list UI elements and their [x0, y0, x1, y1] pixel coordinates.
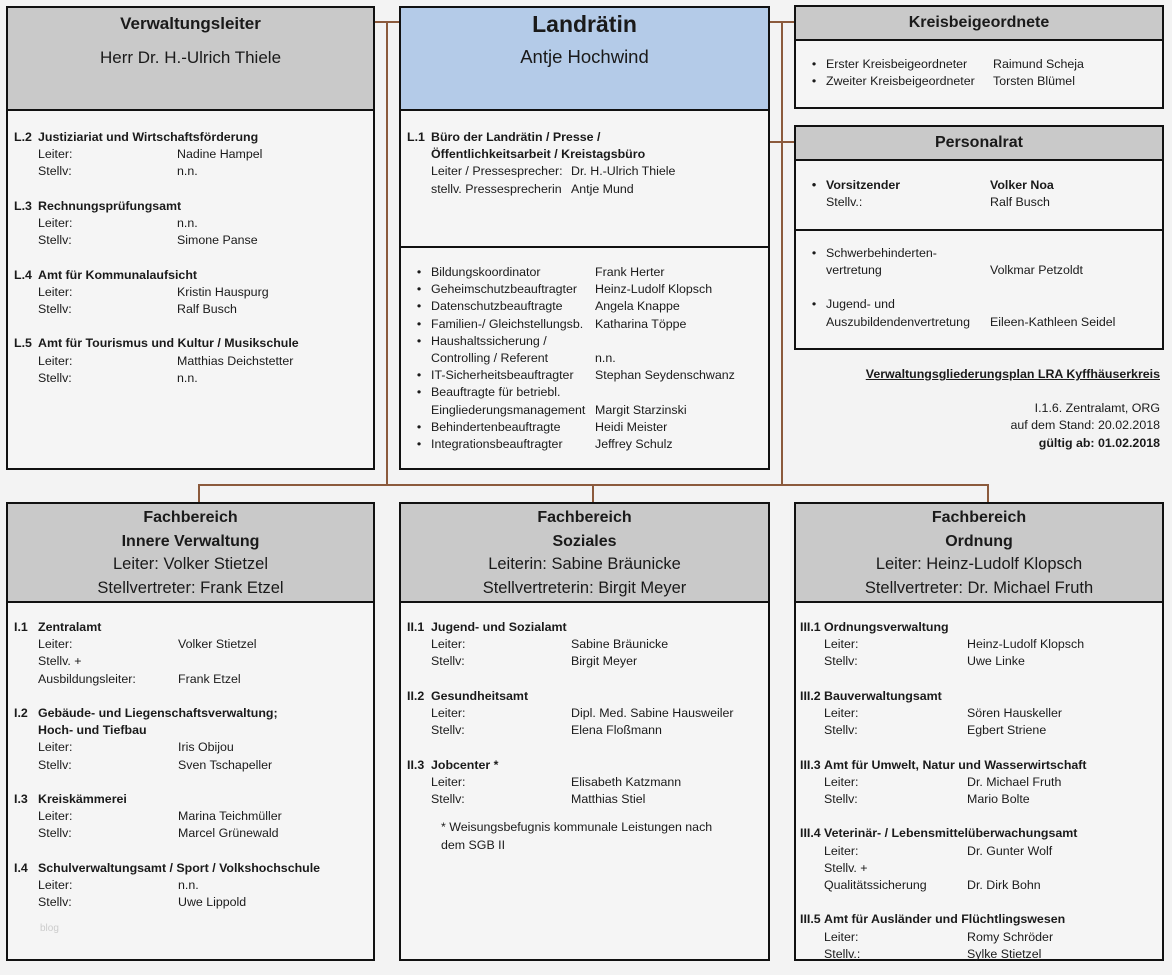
- row-value: Dr. Gunter Wolf: [967, 843, 1053, 858]
- section-row: [800, 843, 1162, 860]
- section-row: [14, 146, 373, 163]
- section: [800, 688, 1162, 740]
- row-label: Stellv.:: [824, 946, 861, 961]
- connector-line: [592, 484, 594, 503]
- section: [800, 911, 1162, 963]
- row-value: Dipl. Med. Sabine Hausweiler: [571, 706, 734, 720]
- section-code: II.3: [407, 757, 425, 772]
- section: [800, 825, 1162, 894]
- section-code: III.1: [800, 620, 821, 634]
- section-heading: [14, 335, 373, 352]
- list-item: [802, 56, 1162, 73]
- row-label: Leiter:: [38, 353, 73, 368]
- section: [14, 791, 373, 843]
- row-value: Dr. H.-Ulrich Thiele: [571, 164, 676, 179]
- connector-line: [781, 21, 783, 485]
- row-label: Leiter:: [824, 774, 859, 789]
- row-value: Sabine Bräunicke: [571, 637, 669, 652]
- row-label: Stellv:: [38, 164, 72, 179]
- personalrat-box: [794, 125, 1164, 350]
- fachbereich-stellvertreter: Stellvertreterin: Birgit Meyer: [482, 578, 687, 597]
- bullet-icon: •: [416, 265, 422, 279]
- section-heading: [407, 688, 768, 705]
- row-value: Uwe Lippold: [178, 895, 247, 910]
- list-item-label: Integrationsbeauftragter: [431, 437, 563, 452]
- row-value: Frank Etzel: [178, 671, 241, 686]
- list-item: [407, 333, 768, 367]
- fachbereich-sections: [401, 603, 768, 854]
- section: [14, 267, 373, 319]
- section-code: I.3: [14, 792, 28, 806]
- row-value: Iris Obijou: [178, 740, 234, 755]
- fachbereich-name: Ordnung: [945, 532, 1013, 550]
- section-row: [14, 353, 373, 370]
- row-label: Leiter:: [431, 637, 466, 652]
- fachbereich-stellvertreter: Stellvertreter: Dr. Michael Fruth: [864, 578, 1094, 597]
- section-row: [800, 860, 1162, 894]
- section: [14, 129, 373, 181]
- bullet-icon: •: [416, 333, 422, 348]
- row-value: Marina Teichmüller: [178, 809, 282, 824]
- section: [800, 619, 1162, 671]
- section-code: III.4: [800, 826, 821, 841]
- list-item: [407, 316, 768, 333]
- section-code: III.5: [800, 912, 821, 927]
- section-heading: [14, 791, 373, 808]
- list-item-value: Heinz-Ludolf Klopsch: [595, 282, 713, 297]
- section-row: [14, 215, 373, 232]
- section-row: [800, 929, 1162, 946]
- section-row: [800, 653, 1162, 670]
- section-heading: [14, 198, 373, 215]
- list-item: [407, 384, 768, 418]
- fachbereich-box: [399, 502, 770, 961]
- row-value: Sylke Stietzel: [967, 946, 1042, 961]
- section-code: I.1: [14, 620, 28, 634]
- row-label: Leiter:: [431, 706, 466, 720]
- row-label: Stellv:: [824, 792, 858, 806]
- row-value: Elena Floßmann: [571, 723, 662, 738]
- fachbereich-name: Soziales: [552, 532, 617, 550]
- section-code: I.4: [14, 860, 28, 875]
- section: [14, 198, 373, 250]
- valid-date: gültig ab: 01.02.2018: [1038, 435, 1160, 450]
- list-item-label: Erster Kreisbeigeordneter: [826, 57, 968, 71]
- section-code: L.5: [14, 336, 32, 351]
- section-code: L.1: [407, 130, 425, 144]
- list-item-value: Jeffrey Schulz: [595, 437, 673, 452]
- list-item-label: Jugend- und Auszubildendenvertretung: [826, 297, 970, 329]
- list-item-value: Volkmar Petzoldt: [990, 263, 1083, 278]
- section-row: [800, 705, 1162, 722]
- section-code: III.3: [800, 757, 821, 772]
- row-label: Stellv:: [38, 826, 72, 841]
- section-row: [14, 636, 373, 653]
- section-row: [407, 653, 768, 670]
- section-title: Amt für Ausländer und Flüchtlingswesen: [824, 912, 1066, 927]
- section-code: L.3: [14, 198, 32, 213]
- fachbereich-box: [794, 502, 1164, 961]
- list-item: [407, 367, 768, 384]
- bullet-icon: •: [811, 57, 817, 71]
- section-row: [14, 894, 373, 911]
- section-code: L.2: [14, 130, 32, 144]
- section: [14, 619, 373, 688]
- chair-name: Volker Noa: [990, 178, 1054, 192]
- section-title: Veterinär- / Lebensmittelüberwachungsamt: [824, 826, 1078, 841]
- bullet-icon: •: [416, 299, 422, 314]
- personalrat-list: [796, 231, 1162, 331]
- list-item-value: Heidi Meister: [595, 419, 668, 434]
- section-row: [14, 370, 373, 387]
- row-value: Elisabeth Katzmann: [571, 774, 682, 789]
- section-heading: [800, 757, 1162, 774]
- org-unit: I.1.6. Zentralamt, ORG: [1034, 401, 1160, 416]
- list-item-value: Eileen-Kathleen Seidel: [990, 314, 1116, 329]
- row-label: Stellv:: [431, 792, 465, 806]
- plan-title: Verwaltungsgliederungsplan LRA Kyffhäuserkreis: [865, 367, 1160, 381]
- bullet-icon: •: [811, 246, 817, 260]
- row-value: Nadine Hampel: [177, 147, 263, 162]
- row-label: Leiter:: [38, 878, 73, 892]
- verwaltungsleiter-name: Herr Dr. H.-Ulrich Thiele: [99, 48, 282, 67]
- kreisbeigeordnete-box: [794, 5, 1164, 109]
- list-item-value: Frank Herter: [595, 265, 665, 279]
- row-value: Dr. Dirk Bohn: [967, 878, 1041, 892]
- section-heading: [800, 619, 1162, 636]
- list-item: [802, 73, 1162, 90]
- row-value: Volker Stietzel: [178, 637, 257, 652]
- row-label: Leiter:: [824, 637, 859, 652]
- section-row: [407, 636, 768, 653]
- kreisbeigeordnete-header: Kreisbeigeordnete: [796, 7, 1162, 41]
- section-row: [800, 946, 1162, 963]
- watermark: blog: [40, 923, 59, 934]
- section: [407, 757, 768, 809]
- list-item-label: Schwerbehinderten- vertretung: [826, 246, 937, 278]
- section-title: Amt für Umwelt, Natur und Wasserwirtschaft: [824, 757, 1087, 772]
- fachbereich-header: [8, 504, 373, 603]
- section-code: I.2: [14, 706, 28, 720]
- list-item-label: IT-Sicherheitsbeauftragter: [431, 368, 574, 383]
- row-label: Leiter:: [38, 216, 73, 230]
- section-row: [407, 791, 768, 808]
- verwaltungsleiter-header: [8, 8, 373, 111]
- chair-label: Vorsitzender: [826, 178, 901, 192]
- row-value: n.n.: [177, 216, 198, 230]
- row-label: Stellv:: [38, 233, 72, 248]
- section-heading: [14, 267, 373, 284]
- bullet-icon: •: [416, 385, 422, 400]
- section-title: Jugend- und Sozialamt: [431, 620, 567, 634]
- fachbereich-label: Fachbereich: [931, 509, 1027, 526]
- section-row: [407, 705, 768, 722]
- fachbereich-header: [401, 504, 768, 603]
- row-label: Stellv:: [38, 370, 72, 385]
- row-label: Leiter:: [38, 740, 73, 755]
- section-row: [14, 232, 373, 249]
- section-row: [14, 808, 373, 825]
- row-label: Leiter:: [824, 929, 859, 944]
- bullet-icon: •: [416, 419, 422, 434]
- section-heading: [14, 129, 373, 146]
- list-item: [407, 298, 768, 315]
- section-heading: [800, 825, 1162, 842]
- row-label: Leiter:: [431, 774, 466, 789]
- landraetin-bullet-list: [401, 248, 768, 453]
- section-row: [14, 739, 373, 756]
- list-item-label: Familien-/ Gleichstellungsb.: [431, 316, 584, 331]
- section-row: [407, 722, 768, 739]
- section-title: Rechnungsprüfungsamt: [38, 198, 182, 213]
- row-value: n.n.: [178, 878, 199, 892]
- section: [14, 860, 373, 912]
- landraetin-sections: [401, 111, 768, 248]
- list-item-label: Geheimschutzbeauftragter: [431, 282, 578, 297]
- list-item-label: Beauftragte für betriebl. Eingliederungsmanagement: [431, 385, 586, 417]
- row-label: Stellv:: [38, 757, 72, 772]
- section-row: [407, 163, 768, 180]
- row-value: n.n.: [177, 370, 198, 385]
- section-title: Justiziariat und Wirtschaftsförderung: [38, 130, 259, 144]
- row-value: Ralf Busch: [177, 302, 237, 316]
- list-item-value: Torsten Blümel: [993, 74, 1075, 89]
- list-item-value: Angela Knappe: [595, 299, 680, 314]
- fachbereich-leiter: Leiter: Heinz-Ludolf Klopsch: [875, 555, 1083, 573]
- section-title: Amt für Tourismus und Kultur / Musikschule: [38, 336, 299, 351]
- section-title: Gebäude- und Liegenschaftsverwaltung; Hoch- und Tiefbau: [38, 706, 278, 738]
- row-value: Birgit Meyer: [571, 654, 638, 669]
- row-label: Stellv:: [824, 654, 858, 669]
- stand-date: auf dem Stand: 20.02.2018: [1010, 418, 1160, 433]
- section-row: [14, 301, 373, 318]
- row-label: Stellv:: [38, 895, 72, 910]
- landraetin-header: [401, 8, 768, 111]
- list-item-label: Behindertenbeauftragte: [431, 419, 561, 434]
- list-item-value: Stephan Seydenschwanz: [595, 368, 735, 383]
- row-value: Matthias Deichstetter: [177, 353, 294, 368]
- section-row: [800, 791, 1162, 808]
- list-item-label: Haushaltssicherung / Controlling / Referent: [431, 333, 549, 366]
- list-item-label: Datenschutzbeauftragte: [431, 299, 563, 314]
- row-label: Leiter / Pressesprecher:: [431, 164, 563, 179]
- row-label: Stellv:: [824, 723, 858, 738]
- row-label: Leiter:: [38, 147, 73, 162]
- kreisbeigeordnete-list: [796, 41, 1162, 90]
- row-value: Mario Bolte: [967, 792, 1030, 806]
- section-title: Zentralamt: [38, 620, 102, 634]
- row-label: Stellv:: [431, 723, 465, 738]
- list-item: [802, 296, 1162, 330]
- fachbereich-sections: [796, 603, 1162, 963]
- section-title: Jobcenter *: [431, 757, 499, 772]
- row-label: Leiter:: [38, 284, 73, 299]
- section-code: II.2: [407, 688, 425, 703]
- section: [407, 129, 768, 198]
- section-row: [800, 722, 1162, 739]
- list-item-label: Zweiter Kreisbeigeordneter: [826, 74, 975, 89]
- section-row: [14, 163, 373, 180]
- list-item-value: Margit Starzinski: [595, 402, 687, 417]
- section-title: Ordnungsverwaltung: [824, 620, 949, 634]
- row-value: Marcel Grünewald: [178, 826, 279, 841]
- list-item: [407, 419, 768, 436]
- footnote: * Weisungsbefugnis kommunale Leistungen nach dem SGB II: [441, 820, 713, 852]
- bullet-icon: •: [416, 316, 422, 331]
- section-row: [14, 877, 373, 894]
- section-row: [14, 284, 373, 301]
- row-value: Egbert Striene: [967, 723, 1047, 738]
- section: [407, 688, 768, 740]
- row-label: Leiter:: [824, 706, 859, 720]
- list-item: [407, 264, 768, 281]
- bullet-icon: •: [811, 74, 817, 89]
- list-item: [802, 245, 1162, 279]
- fachbereich-label: Fachbereich: [143, 509, 238, 526]
- row-value: Uwe Linke: [967, 654, 1025, 669]
- list-item-value: n.n.: [595, 351, 616, 366]
- row-label: Stellv. + Ausbildungsleiter:: [38, 654, 136, 686]
- row-label: Leiter:: [824, 843, 859, 858]
- bullet-icon: •: [811, 297, 817, 312]
- section-row: [407, 181, 768, 198]
- row-label: Stellv. + Qualitätssicherung: [824, 860, 927, 892]
- section-row: [14, 653, 373, 687]
- list-item: [407, 281, 768, 298]
- verwaltungsleiter-title: Verwaltungsleiter: [120, 14, 261, 33]
- bullet-icon: •: [416, 437, 422, 452]
- section-code: II.1: [407, 620, 425, 634]
- section-heading: [407, 129, 768, 163]
- section-title: Büro der Landrätin / Presse / Öffentlichkeitsarbeit / Kreistagsbüro: [431, 130, 646, 162]
- fachbereich-header: [796, 504, 1162, 603]
- section-row: [800, 636, 1162, 653]
- row-value: Heinz-Ludolf Klopsch: [967, 637, 1085, 652]
- fachbereich-name: Innere Verwaltung: [121, 532, 260, 550]
- list-item-value: Katharina Töppe: [595, 316, 687, 331]
- section-heading: [14, 705, 373, 739]
- fachbereich-box: [6, 502, 375, 961]
- row-value: Romy Schröder: [967, 929, 1054, 944]
- bullet: •: [811, 178, 817, 192]
- section-row: [14, 825, 373, 842]
- section-row: [407, 774, 768, 791]
- section-row: [800, 774, 1162, 791]
- row-value: Antje Mund: [571, 181, 634, 196]
- list-item-value: Raimund Scheja: [993, 57, 1084, 71]
- section-title: Bauverwaltungsamt: [824, 688, 942, 703]
- section-heading: [407, 757, 768, 774]
- fachbereich-sections: [8, 603, 373, 911]
- document-info: [866, 366, 1160, 452]
- connector-line: [198, 484, 200, 503]
- verwaltungsleiter-box: [6, 6, 375, 470]
- row-value: n.n.: [177, 164, 198, 179]
- section-heading: [407, 619, 768, 636]
- section-title: Kreiskämmerei: [38, 792, 127, 806]
- list-item-label: Bildungskoordinator: [431, 265, 541, 279]
- fachbereich-label: Fachbereich: [537, 509, 632, 526]
- bullet-icon: •: [416, 368, 422, 383]
- fachbereich-stellvertreter: Stellvertreter: Frank Etzel: [97, 578, 284, 597]
- section: [800, 757, 1162, 809]
- fachbereich-leiter: Leiter: Volker Stietzel: [113, 555, 268, 573]
- section: [14, 335, 373, 387]
- row-value: Kristin Hauspurg: [177, 284, 269, 299]
- section-heading: [14, 619, 373, 636]
- section-row: [14, 757, 373, 774]
- row-value: Dr. Michael Fruth: [967, 774, 1062, 789]
- landraetin-name: Antje Hochwind: [520, 46, 649, 67]
- section-title: Amt für Kommunalaufsicht: [38, 267, 198, 282]
- row-label: Stellv:: [38, 302, 72, 316]
- section: [14, 705, 373, 774]
- section-title: Schulverwaltungsamt / Sport / Volkshochschule: [38, 860, 321, 875]
- section-heading: [800, 911, 1162, 928]
- row-label: Stellv:: [431, 654, 465, 669]
- list-item: [407, 436, 768, 453]
- section: [407, 619, 768, 671]
- row-label: stellv. Pressesprecherin: [431, 181, 562, 196]
- fachbereich-leiter: Leiterin: Sabine Bräunicke: [488, 555, 681, 573]
- deputy-label: Stellv.:: [826, 195, 863, 210]
- connector-line: [386, 21, 388, 485]
- section-heading: [800, 688, 1162, 705]
- landraetin-box: [399, 6, 770, 470]
- personalrat-chair-section: [796, 161, 1162, 231]
- connector-line: [987, 484, 989, 503]
- row-value: Sören Hauskeller: [967, 706, 1063, 720]
- section-code: III.2: [800, 688, 821, 703]
- row-label: Leiter:: [38, 809, 73, 824]
- landraetin-title: Landrätin: [532, 11, 637, 37]
- bullet-icon: •: [416, 282, 422, 297]
- deputy-name: Ralf Busch: [990, 195, 1050, 210]
- personalrat-header: Personalrat: [796, 127, 1162, 161]
- row-value: Sven Tschapeller: [178, 757, 273, 772]
- section-code: L.4: [14, 267, 32, 282]
- section-title: Gesundheitsamt: [431, 688, 529, 703]
- row-value: Matthias Stiel: [571, 792, 646, 806]
- row-value: Simone Panse: [177, 233, 258, 248]
- row-label: Leiter:: [38, 637, 73, 652]
- section-heading: [14, 860, 373, 877]
- verwaltungsleiter-sections: [8, 111, 373, 387]
